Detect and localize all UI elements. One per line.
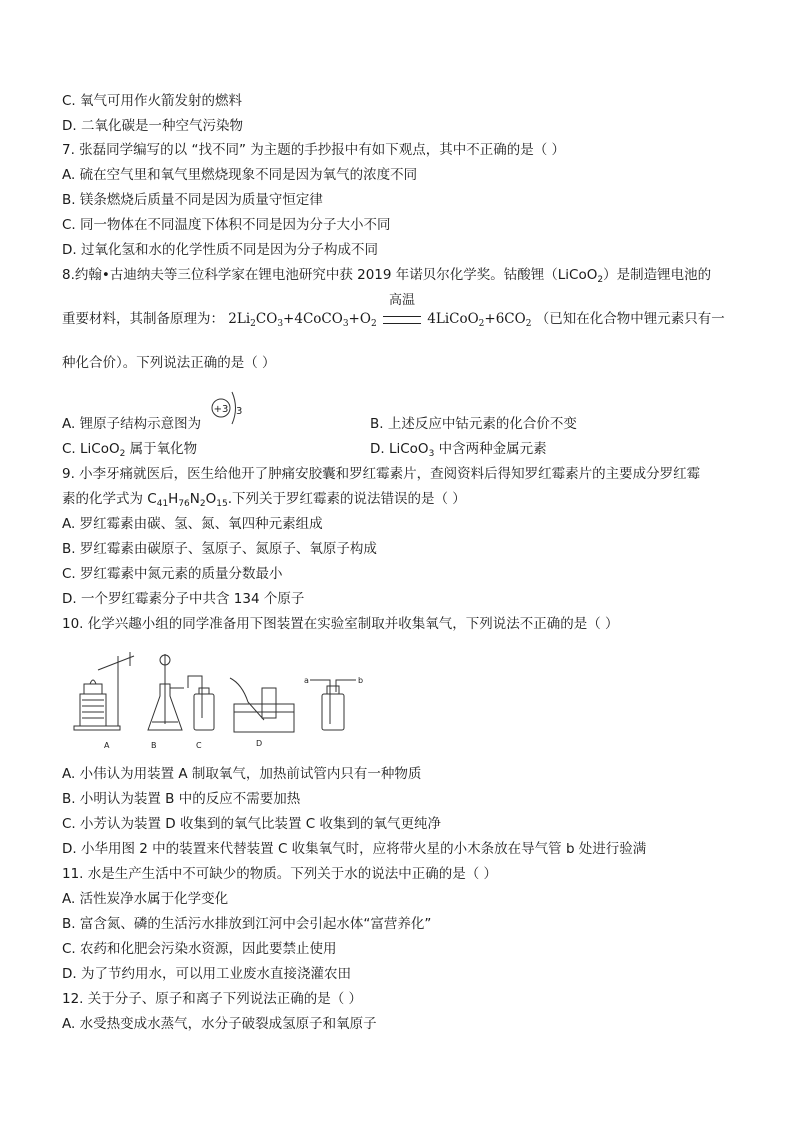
svg-text:B: B [151,741,157,750]
q8-option-c: C. LiCoO$_2$ 属于氧化物 [62,441,198,459]
q10-option-d: D. 小华用图 2 中的装置来代替装置 C 收集氧气时，应将带火星的小木条放在导气管 b 处进行验满 [62,841,647,857]
apparatus-figure [70,648,370,754]
q10-option-c: C. 小芳认为装置 D 收集到的氧气比装置 C 收集到的氧气更纯净 [62,816,441,832]
q12-stem: 12. 关于分子、原子和离子下列说法正确的是（ ） [62,991,363,1007]
q6-option-c: C. 氧气可用作火箭发射的燃料 [62,93,243,109]
q9-option-b: B. 罗红霉素由碳原子、氢原子、氮原子、氧原子构成 [62,541,377,557]
q9-option-a: A. 罗红霉素由碳、氢、氮、氧四种元素组成 [62,516,323,532]
q7-option-d: D. 过氧化氢和水的化学性质不同是因为分子构成不同 [62,242,378,258]
q11-option-a: A. 活性炭净水属于化学变化 [62,891,229,907]
svg-text:A: A [104,741,110,750]
q7-option-b: B. 镁条燃烧后质量不同是因为质量守恒定律 [62,192,323,208]
reaction-condition: 高温 [383,310,421,328]
apparatus-d [230,678,294,732]
q11-option-d: D. 为了节约用水，可以用工业废水直接浇灌农田 [62,966,351,982]
q8-stem-line1: 8.约翰•古迪纳夫等三位科学家在锂电池研究中获 2019 年诺贝尔化学奖。钴酸锂（LiCoO$_2$）是制造锂电池的 [62,267,712,285]
q8-option-d: D. LiCoO$_3$ 中含两种金属元素 [370,441,547,459]
q9-stem-line1: 9. 小李牙痛就医后，医生给他开了肿痛安胶囊和罗红霉素片，查阅资料后得知罗红霉素片的主要成分罗红霉 [62,466,701,482]
svg-text:a: a [304,676,309,685]
q7-stem: 7. 张磊同学编写的以 “找不同” 为主题的手抄报中有如下观点，其中不正确的是（ ） [62,142,566,158]
svg-text:C: C [196,741,202,750]
q10-option-b: B. 小明认为装置 B 中的反应不需要加热 [62,791,301,807]
q8-option-a: A. 锂原子结构示意图为 [62,416,202,432]
apparatus-b [148,654,184,730]
svg-text:3: 3 [236,406,243,417]
svg-text:b: b [358,676,364,685]
q9-stem-line2: 素的化学式为 $C_{41}H_{76}N_2O_{15}$.下列关于罗红霉素的说法错误的是（ ） [62,491,466,509]
q10-option-a: A. 小伟认为用装置 A 制取氧气，加热前试管内只有一种物质 [62,766,422,782]
lithium-atom-diagram [208,386,244,428]
q8-option-b: B. 上述反应中钴元素的化合价不变 [370,416,577,432]
q11-option-c: C. 农药和化肥会污染水资源，因此要禁止使用 [62,941,337,957]
svg-text:D: D [256,739,263,748]
q9-option-d: D. 一个罗红霉素分子中共含 134 个原子 [62,591,305,607]
q11-stem: 11. 水是生产生活中不可缺少的物质。下列关于水的说法中正确的是（ ） [62,866,498,882]
q7-option-a: A. 硫在空气里和氧气里燃烧现象不同是因为氧气的浓度不同 [62,167,418,183]
apparatus-c [188,676,214,730]
svg-text:+3: +3 [213,404,229,415]
q8-stem-line2: 重要材料，其制备原理为： $2Li_2CO_3+4CoCO_3+O_2$ 高温 $4LiCoO_2+6CO_2$ （已知在化合物中锂元素只有一 [62,293,725,329]
q11-option-b: B. 富含氮、磷的生活污水排放到江河中会引起水体“富营养化” [62,916,432,932]
apparatus-a [74,652,134,730]
equation: $2Li_2CO_3+4CoCO_3+O_2$ 高温 $4LiCoO_2+6CO_2$ [228,293,532,329]
q7-option-c: C. 同一物体在不同温度下体积不同是因为分子大小不同 [62,217,391,233]
q12-option-a: A. 水受热变成水蒸气，水分子破裂成氢原子和氧原子 [62,1016,377,1032]
q6-option-d: D. 二氧化碳是一种空气污染物 [62,118,243,134]
apparatus-figure2 [310,680,356,730]
q9-option-c: C. 罗红霉素中氮元素的质量分数最小 [62,566,283,582]
q10-stem: 10. 化学兴趣小组的同学准备用下图装置在实验室制取并收集氧气，下列说法不正确的是（ ） [62,616,619,632]
q8-stem-line3: 种化合价）。下列说法正确的是（ ） [62,355,276,371]
